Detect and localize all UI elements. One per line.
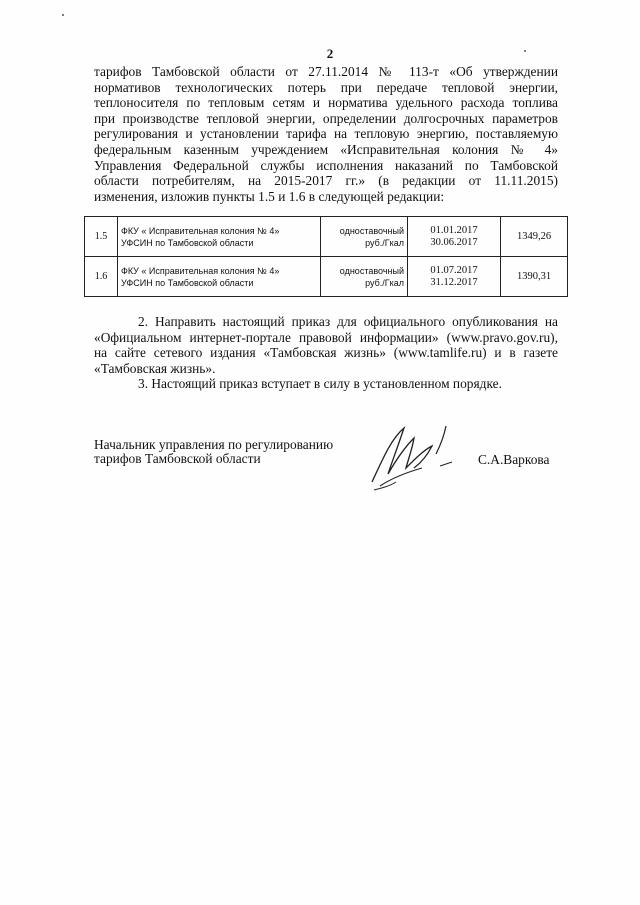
paragraph-line: на сайте сетевого издания «Тамбовская жизнь» (www.tamlife.ru) и в газете	[94, 345, 558, 361]
paragraph-line: 2. Направить настоящий приказ для официального опубликования на	[138, 314, 558, 329]
paragraph-line: Управления Федеральной службы исполнения наказаний по Тамбовской	[94, 157, 558, 173]
paragraph-line: при производстве тепловой энергии, определении долгосрочных параметров	[94, 110, 558, 126]
date-to: 30.06.2017	[430, 236, 478, 248]
page-number: 2	[326, 46, 334, 61]
organization-cell	[118, 217, 321, 257]
paragraph-line: «Тамбовская жизнь».	[94, 360, 216, 376]
table-row	[85, 217, 568, 257]
organization-name: ФКУ « Исправительная колония № 4»	[121, 265, 280, 276]
organization-cell	[118, 257, 321, 297]
paragraph-line: теплоносителя по тепловым сетям и норматива удельного расхода топлива	[94, 95, 558, 111]
row-number: 1.6	[85, 257, 118, 297]
tariff-value: 1349,26	[501, 217, 568, 257]
paragraph-line: изменения, изложив пункты 1.5 и 1.6 в следующей редакции:	[94, 188, 445, 204]
paragraph-2	[94, 314, 558, 376]
date-from: 01.07.2017	[430, 264, 478, 276]
tariff-unit: руб./Гкал	[365, 237, 404, 248]
tariff-table	[84, 216, 568, 297]
tariff-type: одноставочный	[339, 225, 404, 236]
handwritten-signature	[362, 416, 472, 496]
period-cell	[408, 257, 501, 297]
organization-dept: УФСИН по Тамбовской области	[121, 237, 254, 248]
signatory-title-line: тарифов Тамбовской области	[94, 451, 261, 466]
paragraph-line: области потребителям, на 2015-2017 гг.» (в редакции от 11.11.2015)	[94, 173, 558, 189]
unit-cell	[321, 217, 408, 257]
paragraph-3: 3. Настоящий приказ вступает в силу в установленном порядке.	[138, 376, 502, 391]
signatory-title-line: Начальник управления по регулированию	[94, 437, 334, 452]
table-row	[85, 257, 568, 297]
paragraph-line: федеральным казенным учреждением «Исправительная колония № 4»	[94, 141, 558, 157]
unit-cell	[321, 257, 408, 297]
tariff-value: 1390,31	[501, 257, 568, 297]
row-number: 1.5	[85, 217, 118, 257]
paragraph-line: тарифов Тамбовской области от 27.11.2014 № 113-т «Об утверждении	[94, 64, 558, 79]
paragraph-line: «Официальном интернет-портале правовой информации» (www.pravo.gov.ru),	[94, 329, 558, 345]
signatory-title	[94, 438, 333, 466]
date-to: 31.12.2017	[430, 276, 478, 288]
period-cell	[408, 217, 501, 257]
scan-speck	[524, 50, 526, 52]
paragraph-1	[94, 64, 558, 204]
scan-speck	[62, 14, 64, 16]
paragraph-line: нормативов технологических потерь при передаче тепловой энергии,	[94, 79, 558, 95]
signatory-name: С.А.Варкова	[478, 452, 550, 467]
tariff-type: одноставочный	[339, 265, 404, 276]
organization-name: ФКУ « Исправительная колония № 4»	[121, 225, 280, 236]
organization-dept: УФСИН по Тамбовской области	[121, 277, 254, 288]
date-from: 01.01.2017	[430, 224, 478, 236]
tariff-unit: руб./Гкал	[365, 277, 404, 288]
paragraph-line: регулирования и установлении тарифа на тепловую энергию, поставляемую	[94, 126, 558, 142]
